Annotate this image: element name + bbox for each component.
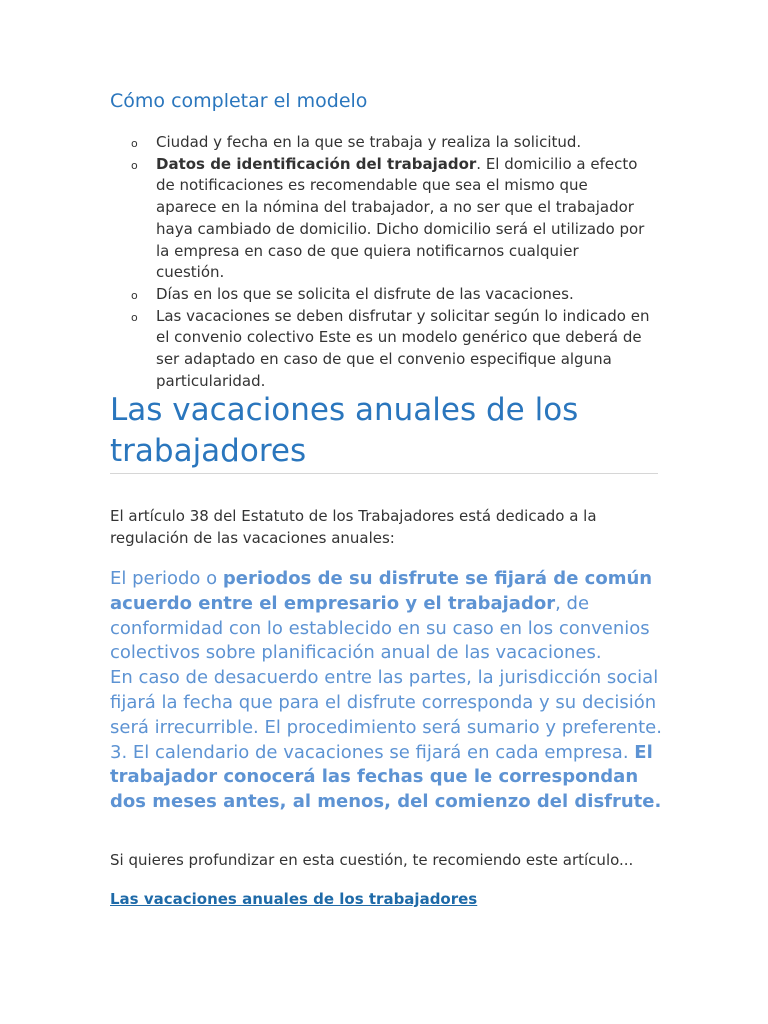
list-item-text: Días en los que se solicita el disfrute de las vacaciones.: [156, 284, 574, 303]
legal-quote: [110, 567, 670, 815]
section-heading: Cómo completar el modelo: [110, 90, 368, 112]
quote-text: , de conformidad con lo establecido en su caso en los convenios colectivos sobre planificación anual de las vacaciones.: [110, 592, 650, 664]
heading-divider: [110, 473, 658, 474]
list-item-bold: Datos de identificación del trabajador: [156, 154, 477, 173]
main-heading: Las vacaciones anuales de los trabajadores: [110, 392, 579, 469]
quote-bold-text: El trabajador conocerá las fechas que le correspondan dos meses antes, al menos, del comienzo del disfrute.: [110, 741, 662, 813]
more-info-text: Si quieres profundizar en esta cuestión, te recomiendo este artículo...: [110, 851, 634, 869]
bullet-circle-icon: o: [131, 288, 138, 302]
quote-bold-text: periodos de su disfrute se fijará de común acuerdo entre el empresario y el trabajador: [110, 568, 653, 614]
article-link[interactable]: Las vacaciones anuales de los trabajadores: [110, 890, 478, 908]
intro-paragraph: El artículo 38 del Estatuto de los Trabajadores está dedicado a la regulación de las vacaciones anuales:: [110, 507, 597, 547]
quote-text: 3. El calendario de vacaciones se fijará en cada empresa.: [110, 741, 635, 763]
bullet-circle-icon: o: [131, 137, 138, 150]
instructions-list: [110, 132, 650, 392]
list-item: [110, 132, 650, 154]
bullet-circle-icon: o: [131, 310, 138, 324]
list-item-text: Las vacaciones se deben disfrutar y solicitar según lo indicado en el convenio colectivo Este es un modelo genérico que deberá de ser adaptado en caso de que el convenio especifique alguna particularidad.: [156, 306, 650, 390]
list-item: [110, 154, 650, 284]
bullet-circle-icon: o: [131, 158, 138, 172]
quote-text: En caso de desacuerdo entre las partes, la jurisdicción social fijará la fecha que para el disfrute corresponda y su decisión será irrecurrible. El procedimiento será sumario y preferente.: [110, 667, 662, 738]
list-item-text: Ciudad y fecha en la que se trabaja y realiza la solicitud.: [156, 133, 582, 151]
list-item: [110, 306, 650, 393]
list-item: [110, 284, 650, 306]
list-item-text: . El domicilio a efecto de notificaciones es recomendable que sea el mismo que aparece en la nómina del trabajador, a no ser que el trabajador haya cambiado de domicilio. Dicho domicilio será el utilizado por la empresa en caso de que quiera notificarnos cualquier cuestión.: [156, 154, 645, 282]
quote-text: El periodo o: [110, 568, 223, 589]
